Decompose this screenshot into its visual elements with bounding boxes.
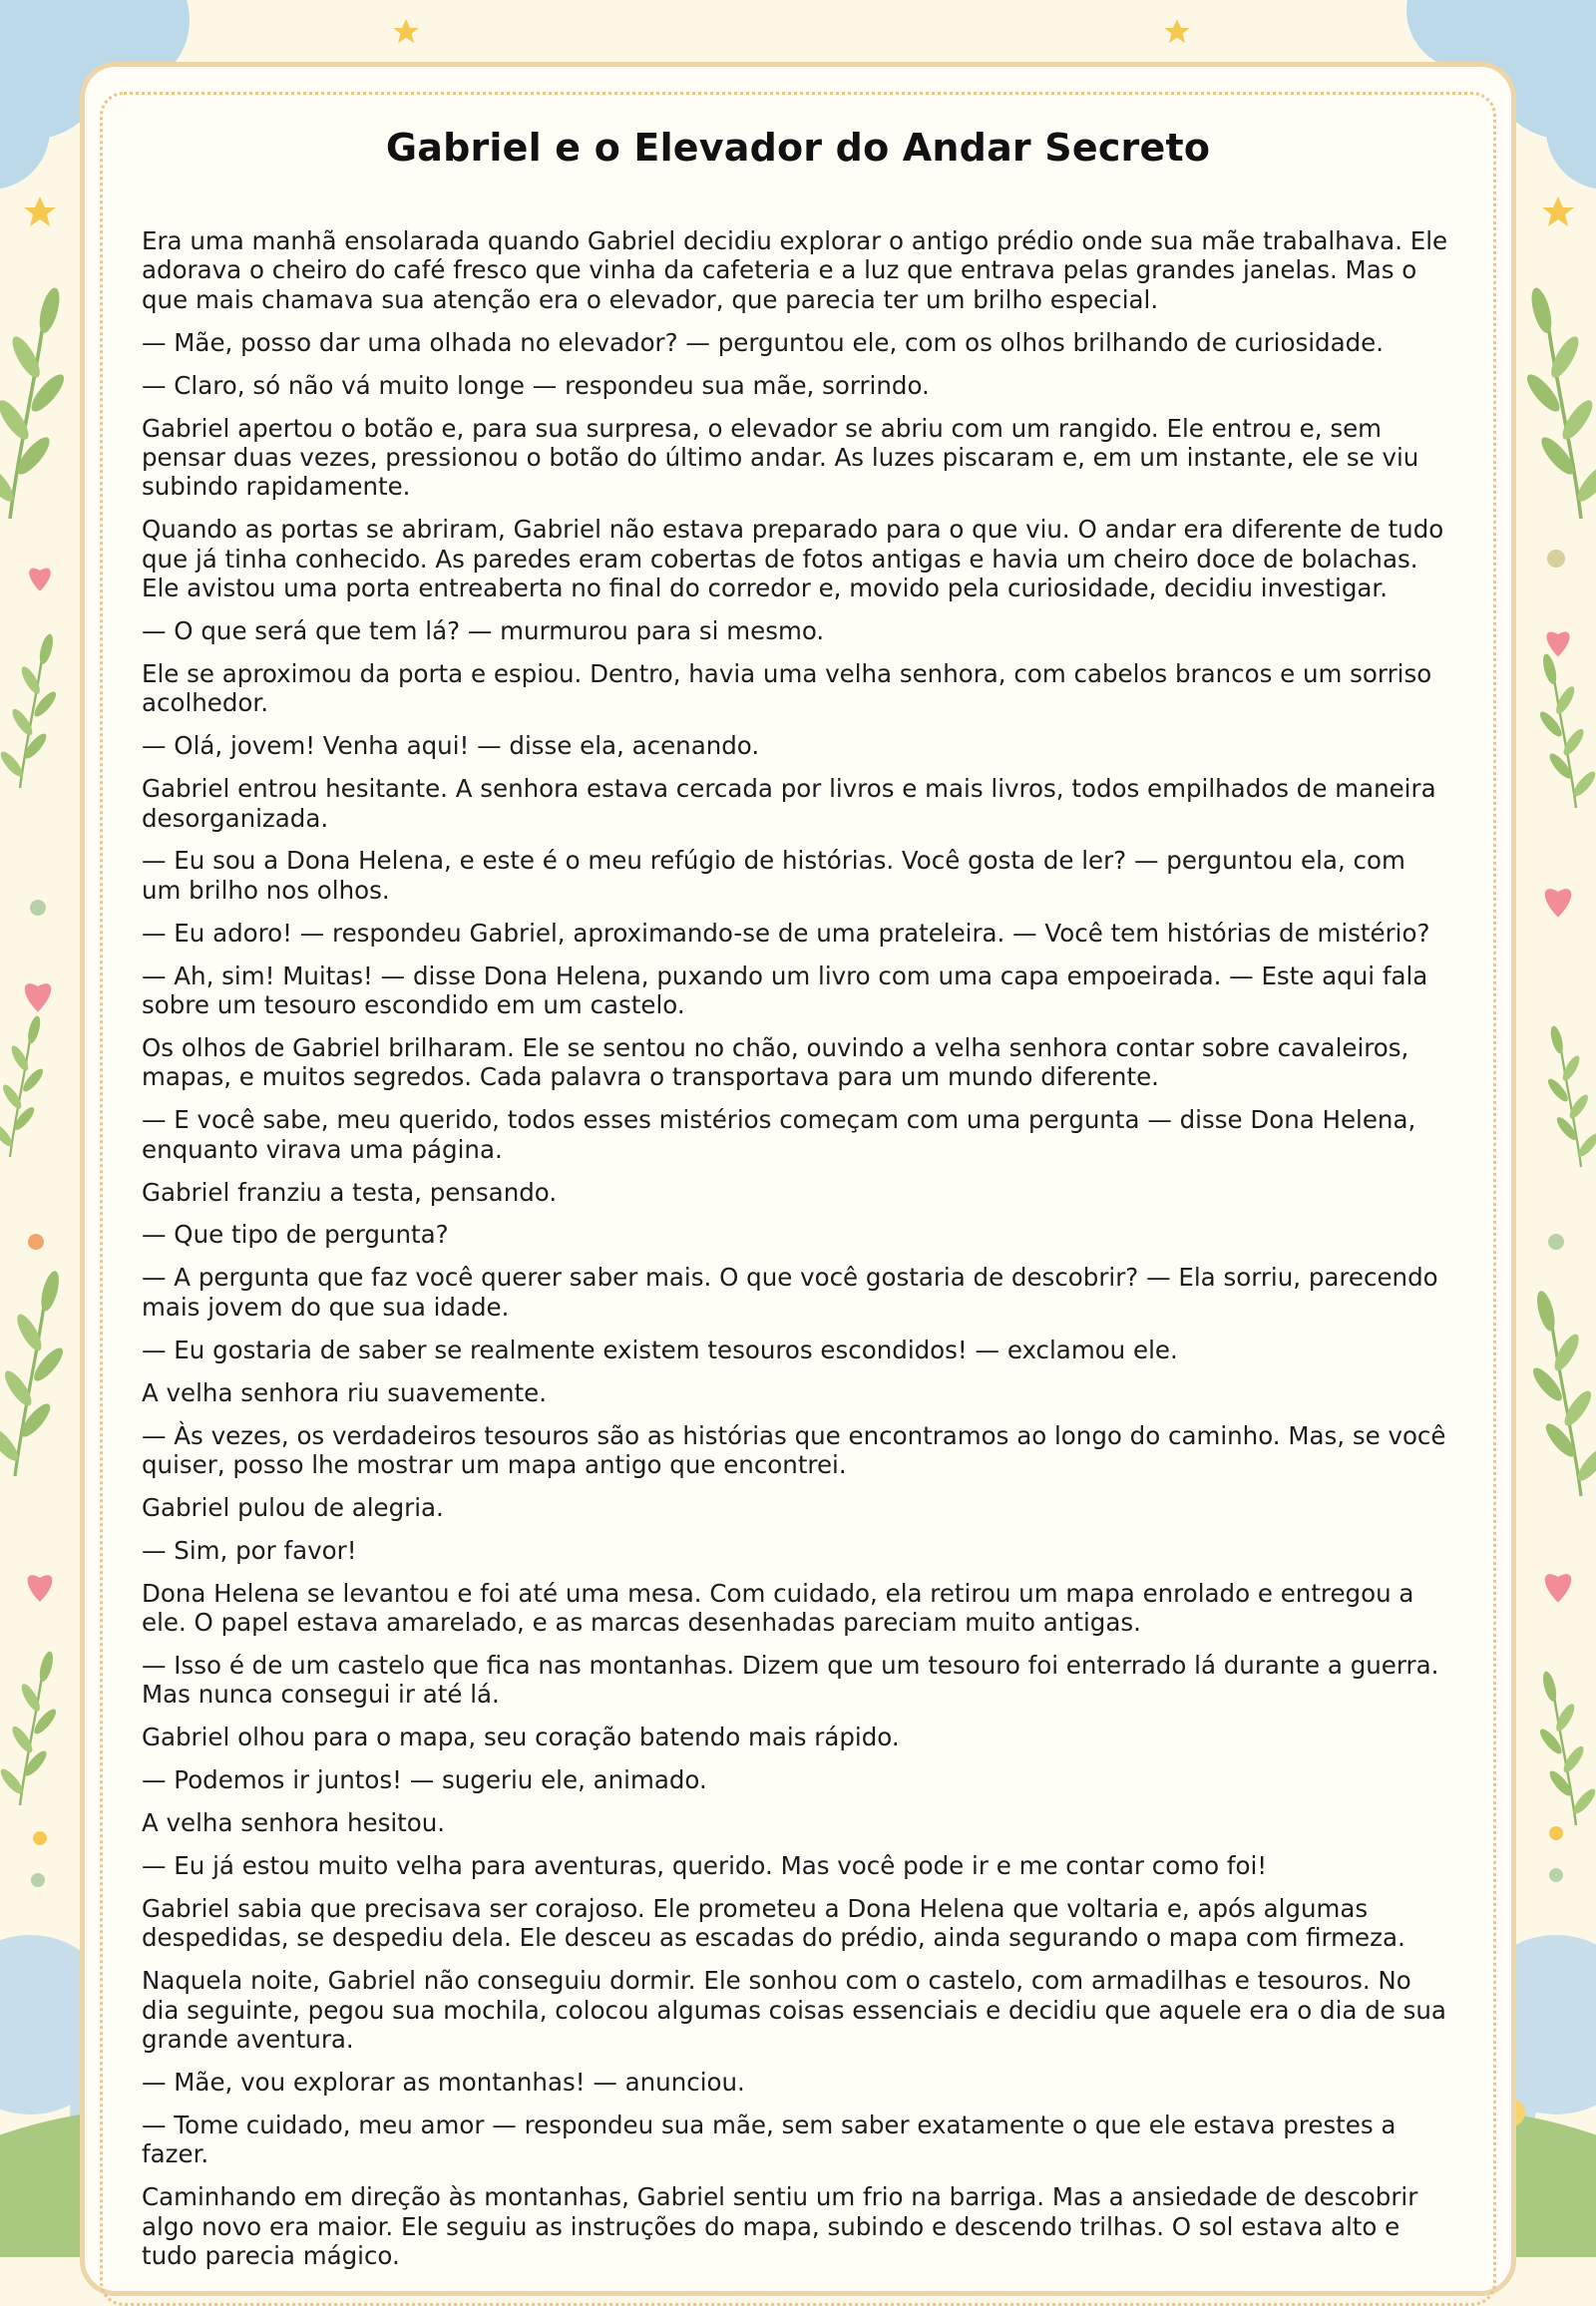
story-body (142, 226, 1448, 2284)
story-paragraph: Dona Helena se levantou e foi até uma mesa. Com cuidado, ela retirou um mapa enrolado e entregou a ele. O papel estava amarelado, e as marcas desenhadas pareciam muito antigas. (142, 1578, 1414, 1638)
story-paragraph: — Olá, jovem! Venha aqui! — disse ela, acenando. (142, 731, 760, 761)
story-paragraph: — Ah, sim! Muitas! — disse Dona Helena, puxando um livro com uma capa empoeirada. — Este aqui fala sobre um tesouro escondido em um castelo. (142, 961, 1428, 1020)
story-paragraph: Gabriel pulou de alegria. (142, 1492, 444, 1522)
story-paragraph: — E você sabe, meu querido, todos esses mistérios começam com uma pergunta — disse Dona Helena, enquanto virava uma página. (142, 1105, 1416, 1164)
story-paragraph: — Tome cuidado, meu amor — respondeu sua mãe, sem saber exatamente o que ele estava prestes a fazer. (142, 2110, 1396, 2169)
story-paragraph: Gabriel franziu a testa, pensando. (142, 1177, 558, 1207)
story-paragraph: — A pergunta que faz você querer saber mais. O que você gostaria de descobrir? — Ela sorriu, parecendo mais jovem do que sua idade. (142, 1263, 1438, 1322)
story-paragraph: Gabriel olhou para o mapa, seu coração batendo mais rápido. (142, 1723, 900, 1752)
story-paragraph: — Eu já estou muito velha para aventuras, querido. Mas você pode ir e me contar como foi! (142, 1850, 1268, 1880)
story-paragraph: Era uma manhã ensolarada quando Gabriel decidiu explorar o antigo prédio onde sua mãe trabalhava. Ele adorava o cheiro do café fresco que vinha da cafeteria e a luz que entrava pelas grandes janelas. Mas o que mais chamava sua atenção era o elevador, que parecia ter um brilho especial. (142, 226, 1448, 314)
story-paragraph: — Que tipo de pergunta? (142, 1220, 449, 1250)
story-paragraph: Quando as portas se abriram, Gabriel não estava preparado para o que viu. O andar era diferente de tudo que já tinha conhecido. As paredes eram cobertas de fotos antigas e havia um cheiro doce de bolachas. Ele avistou uma porta entreaberta no final do corredor e, movido pela curiosidade, decidiu investigar. (142, 515, 1444, 603)
story-paragraph: — Eu sou a Dona Helena, e este é o meu refúgio de histórias. Você gosta de ler? — perguntou ela, com um brilho nos olhos. (142, 846, 1405, 905)
story-paragraph: Naquela noite, Gabriel não conseguiu dormir. Ele sonhou com o castelo, com armadilhas e tesouros. No dia seguinte, pegou sua mochila, colocou algumas coisas essenciais e decidiu que aquele era o dia de sua grande aventura. (142, 1966, 1446, 2054)
story-paragraph: — Sim, por favor! (142, 1535, 357, 1565)
story-paragraph: Os olhos de Gabriel brilharam. Ele se sentou no chão, ouvindo a velha senhora contar sobre cavaleiros, mapas, e muitos segredos. Cada palavra o transportava para um mundo diferente. (142, 1032, 1409, 1092)
story-paragraph: Gabriel sabia que precisava ser corajoso. Ele prometeu a Dona Helena que voltaria e, após algumas despedidas, se despediu dela. Ele desceu as escadas do prédio, ainda segurando o mapa com firmeza. (142, 1893, 1405, 1953)
story-paragraph: — Podemos ir juntos! — sugeriu ele, animado. (142, 1765, 707, 1795)
story-paragraph: A velha senhora riu suavemente. (142, 1377, 548, 1407)
story-paragraph: Caminhando em direção às montanhas, Gabriel sentiu um frio na barriga. Mas a ansiedade de descobrir algo novo era maior. Ele seguiu as instruções do mapa, subindo e descendo trilhas. O sol estava alto e tudo parecia mágico. (142, 2182, 1418, 2270)
story-paragraph: Ele se aproximou da porta e espiou. Dentro, havia uma velha senhora, com cabelos brancos e um sorriso acolhedor. (142, 658, 1432, 718)
story-title: Gabriel e o Elevador do Andar Secreto (385, 126, 1211, 170)
story-paragraph: — Claro, só não vá muito longe — respondeu sua mãe, sorrindo. (142, 370, 930, 400)
story-paragraph: — Eu adoro! — respondeu Gabriel, aproximando-se de uma prateleira. — Você tem histórias de mistério? (142, 918, 1430, 948)
story-paragraph: — Isso é de um castelo que fica nas montanhas. Dizem que um tesouro foi enterrado lá durante a guerra. Mas nunca consegui ir até lá. (142, 1650, 1439, 1710)
story-paragraph: — O que será que tem lá? — murmurou para si mesmo. (142, 615, 825, 645)
story-paragraph: A velha senhora hesitou. (142, 1808, 446, 1838)
story-paragraph: — Mãe, posso dar uma olhada no elevador? — perguntou ele, com os olhos brilhando de curiosidade. (142, 327, 1385, 357)
story-paragraph: — Mãe, vou explorar as montanhas! — anunciou. (142, 2067, 745, 2097)
story-paragraph: — Às vezes, os verdadeiros tesouros são as histórias que encontramos ao longo do caminho. Mas, se você quiser, posso lhe mostrar um mapa antigo que encontrei. (142, 1420, 1446, 1479)
story-paragraph: — Eu gostaria de saber se realmente existem tesouros escondidos! — exclamou ele. (142, 1335, 1178, 1364)
story-paragraph: Gabriel entrou hesitante. A senhora estava cercada por livros e mais livros, todos empilhados de maneira desorganizada. (142, 774, 1436, 833)
story-paragraph: Gabriel apertou o botão e, para sua surpresa, o elevador se abriu com um rangido. Ele entrou e, sem pensar duas vezes, pressionou o botão do último andar. As luzes piscaram e, em um instante, ele se viu subindo rapidamente. (142, 413, 1419, 502)
